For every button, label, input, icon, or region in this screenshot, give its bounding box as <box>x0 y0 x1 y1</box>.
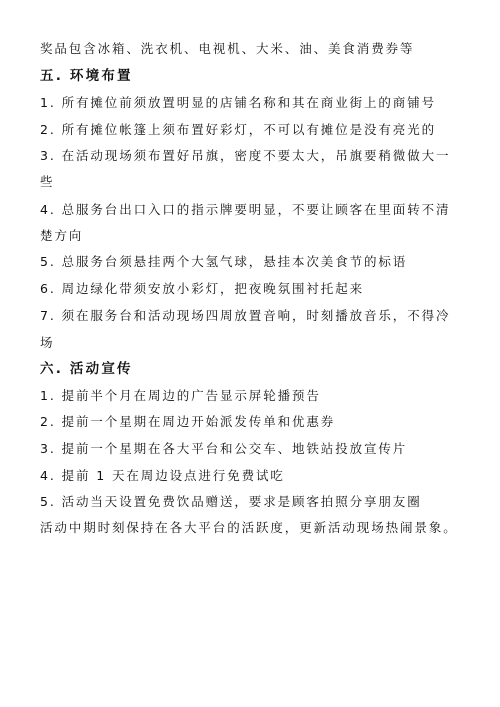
section-5-line: 楚方向 <box>40 228 84 243</box>
section-5-heading: 五. 环境布置 <box>40 68 133 84</box>
section-5-line: 4. 总服务台出口入口的指示牌要明显，不要让顾客在里面转不清 <box>40 202 451 217</box>
section-6-line: 1. 提前半个月在周边的广告显示屏轮播预告 <box>40 388 321 403</box>
section-5-line: 1. 所有摊位前须放置明显的店铺名称和其在商业街上的商铺号 <box>40 95 437 110</box>
section-5-line: 3. 在活动现场须布置好吊旗，密度不要太大，吊旗要稍微做大一 <box>40 148 451 163</box>
section-6-line: 4. 提前 1 天在周边设点进行免费试吃 <box>40 468 285 483</box>
section-5-line: 5. 总服务台须悬挂两个大氢气球，悬挂本次美食节的标语 <box>40 254 408 269</box>
section-6-heading: 六. 活动宣传 <box>40 361 133 377</box>
section-5-line: 6. 周边绿化带须安放小彩灯，把夜晚氛围衬托起来 <box>40 281 365 296</box>
section-5-line: 2. 所有摊位帐篷上须布置好彩灯，不可以有摊位是没有亮光的 <box>40 122 437 137</box>
section-5-line: 些 <box>40 174 55 189</box>
section-5-line: 7. 须在服务台和活动现场四周放置音响，时刻播放音乐，不得冷 <box>40 308 451 323</box>
section-5-line: 场 <box>40 335 55 350</box>
section-6-line: 5. 活动当天设置免费饮品赠送，要求是顾客拍照分享朋友圈 <box>40 494 422 509</box>
intro-line: 奖品包含冰箱、洗衣机、电视机、大米、油、美食消费券等 <box>40 41 415 56</box>
section-6-line: 3. 提前一个星期在各大平台和公交车、地铁站投放宣传片 <box>40 441 408 456</box>
section-6-line: 活动中期时刻保持在各大平台的活跃度，更新活动现场热闹景象。 <box>40 520 458 535</box>
section-6-line: 2. 提前一个星期在周边开始派发传单和优惠券 <box>40 414 336 429</box>
